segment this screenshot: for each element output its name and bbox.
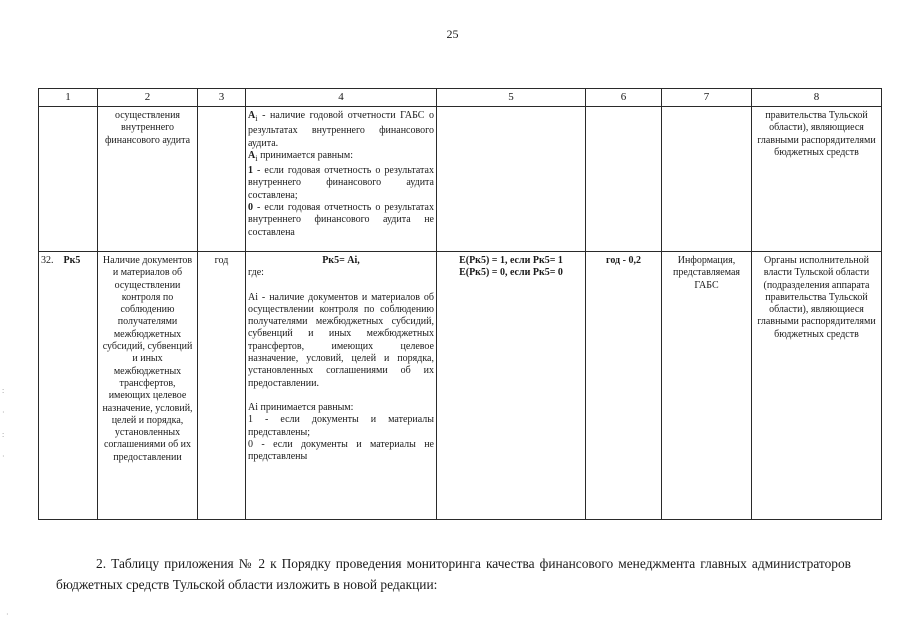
header-cell: 3: [198, 89, 246, 107]
header-cell: 6: [586, 89, 662, 107]
cell: [586, 107, 662, 252]
cell: [39, 107, 98, 252]
executor-cell: правительства Тульской области), являющиеся главными распорядителями бюджетных средств: [752, 107, 882, 252]
value-zero-line: 0 - если годовая отчетность о результатах внутреннего финансового аудита не составлена: [248, 202, 434, 238]
header-cell: 1: [39, 89, 98, 107]
header-cell: 8: [752, 89, 882, 107]
header-cell: 4: [246, 89, 437, 107]
header-cell: 5: [437, 89, 586, 107]
page-number: 25: [446, 27, 459, 41]
cell: [437, 107, 586, 252]
equal-line: $A_i$ принимается равным:: [248, 149, 353, 163]
evaluation-line-0: E(Pк5) = 0, если Pк5= 0: [459, 267, 563, 279]
table-row: [39, 252, 882, 520]
indicator-code: Pк5: [63, 255, 81, 266]
calc-description-cell: [246, 252, 437, 520]
weight-cell: год - 0,2: [586, 252, 662, 520]
equal-line: Ai принимается равным:: [248, 401, 354, 413]
executor-cell: Органы исполнительной власти Тульской области (подразделения аппарата правительства Тульской области), являющиеся главными распорядителями бюджетных средств: [752, 252, 882, 520]
value-zero-line: 0 - если документы и материалы не представлены: [248, 438, 434, 463]
unit-cell: год: [198, 252, 246, 520]
indicator-name-cell: Наличие документов и материалов об осуществлении контроля по соблюдению получателями межбюджетных субсидий, субвенций и иных межбюджетных трансфертов, имеющих целевое назначение, условий, целей и порядка, установленных соглашениями об их предоставлении: [98, 252, 198, 520]
body-paragraph: 2. Таблицу приложения № 2 к Порядку проведения мониторинга качества финансового менеджмента главных администраторов бюджетных средств Тульской области изложить в новой редакции:: [56, 556, 851, 592]
header-cell: 7: [662, 89, 752, 107]
evaluation-cell: [437, 252, 586, 520]
source-cell: Информация, представляемая ГАБС: [662, 252, 752, 520]
number-cell: [39, 252, 98, 520]
header-row: [39, 89, 882, 107]
indicator-table: [38, 88, 882, 520]
value-one-line: 1 - если годовая отчетность о результатах внутреннего финансового аудита составлена;: [248, 165, 434, 201]
cell: [198, 107, 246, 252]
cell: [662, 107, 752, 252]
header-cell: 2: [98, 89, 198, 107]
formula: Pк5= Ai,: [322, 255, 360, 266]
table-row: [39, 107, 882, 252]
row-number: 32.: [41, 255, 54, 266]
where-label: где:: [248, 267, 264, 279]
evaluation-line-1: E(Pк5) = 1, если Pк5= 1: [459, 255, 563, 266]
definition-text: Ai - наличие документов и материалов об осуществлении контроля по соблюдению получателями межбюджетных субсидий, субвенций и иных межбюджетных трансфертов, имеющих целевое назначение, условий, целей и порядка, установленных соглашениями об их предоставлении.: [248, 291, 434, 389]
indicator-name-cell: осуществления внутреннего финансового аудита: [98, 107, 198, 252]
scan-margin-mark: ·: [6, 610, 9, 619]
value-one-line: 1 - если документы и материалы представлены;: [248, 414, 434, 438]
definition-line: $A_i$ - наличие годовой отчетности ГАБС о результатах внутреннего финансового аудита.: [248, 110, 434, 149]
scan-margin-marks: : · : ·: [2, 386, 5, 461]
calc-description-cell: [246, 107, 437, 252]
